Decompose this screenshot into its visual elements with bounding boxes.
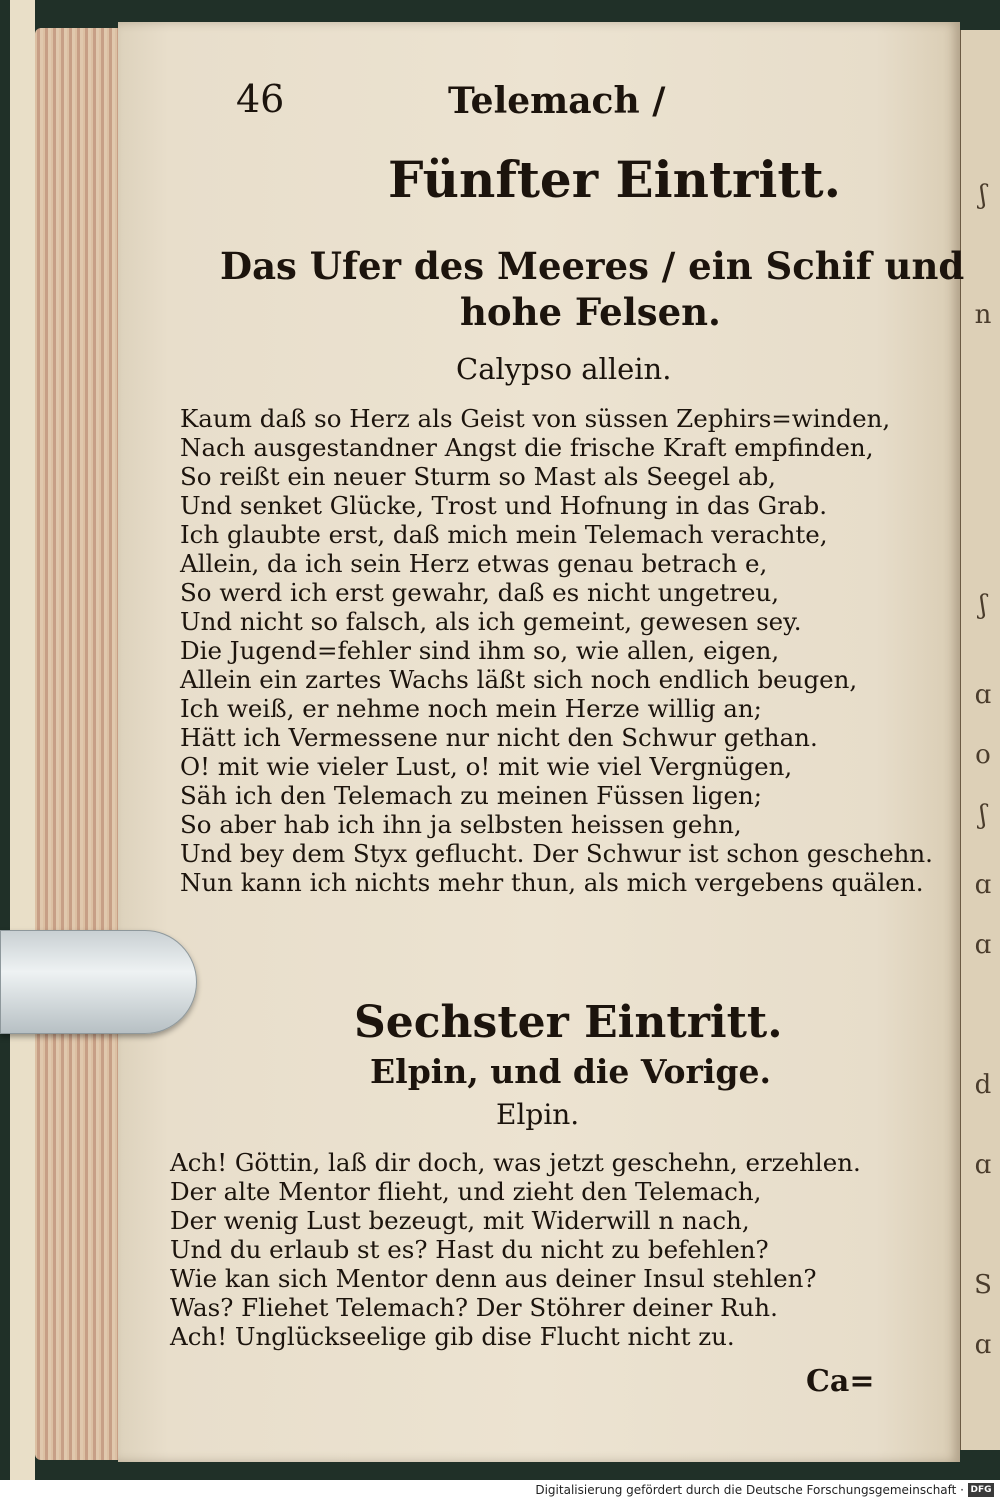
verse-line: Und senket Glücke, Trost und Hofnung in das Grab. — [180, 491, 828, 520]
facing-page-glyph: d — [974, 1070, 992, 1100]
verse-line: Der alte Mentor flieht, und zieht den Telemach, — [170, 1177, 762, 1206]
facing-page-glyph: n — [974, 300, 992, 330]
facing-page-glyph: S — [974, 1270, 992, 1300]
verse-line: Nun kann ich nichts mehr thun, als mich vergebens quälen. — [180, 868, 924, 897]
scene-setting: hohe Felsen. — [460, 290, 721, 334]
verse-line: Und du erlaub st es? Hast du nicht zu befehlen? — [170, 1235, 769, 1264]
facing-page-glyph: ʃ — [979, 180, 987, 210]
footer-bar — [0, 1480, 1000, 1501]
speaker-label: Calypso allein. — [456, 352, 672, 386]
verse-line: So werd ich erst gewahr, daß es nicht ungetreu, — [180, 578, 780, 607]
funding-credit: Digitalisierung gefördert durch die Deutsche Forschungsgemeinschaft · — [535, 1483, 964, 1497]
verse-line: O! mit wie vieler Lust, o! mit wie viel Vergnügen, — [180, 752, 793, 781]
scene-setting: Elpin, und die Vorige. — [370, 1052, 771, 1091]
verse-line: Ich weiß, er nehme noch mein Herze willig an; — [180, 694, 762, 723]
scene-title: Fünfter Eintritt. — [388, 150, 841, 209]
verse-line: So reißt ein neuer Sturm so Mast als Seegel ab, — [180, 462, 776, 491]
verse-line: Säh ich den Telemach zu meinen Füssen ligen; — [180, 781, 762, 810]
verse-line: Die Jugend=fehler sind ihm so, wie allen, eigen, — [180, 636, 780, 665]
book-holder-strap — [0, 930, 197, 1034]
facing-page-glyph: ɑ — [974, 930, 992, 960]
facing-page-glyph: ʃ — [979, 590, 987, 620]
verse-line: Allein, da ich sein Herz etwas genau betrach e, — [180, 549, 768, 578]
scene-title: Sechster Eintritt. — [354, 997, 783, 1048]
scene-setting: Das Ufer des Meeres / ein Schif und — [220, 244, 965, 288]
verse-line: Ach! Göttin, laß dir doch, was jetzt geschehn, erzehlen. — [170, 1148, 861, 1177]
verse-line: Ich glaubte erst, daß mich mein Telemach verachte, — [180, 520, 828, 549]
verse-line: Nach ausgestandner Angst die frische Kraft empfinden, — [180, 433, 874, 462]
verse-line: Hätt ich Vermessene nur nicht den Schwur gethan. — [180, 723, 818, 752]
facing-page-glyph: ɑ — [974, 1330, 992, 1360]
verse-block — [170, 1148, 960, 1351]
verse-line: So aber hab ich ihn ja selbsten heissen gehn, — [180, 810, 742, 839]
verse-line: Der wenig Lust bezeugt, mit Widerwill n nach, — [170, 1206, 750, 1235]
facing-page-glyph: ʃ — [979, 800, 987, 830]
catchword: Ca= — [806, 1364, 875, 1399]
verse-line: Kaum daß so Herz als Geist von süssen Zephirs=winden, — [180, 404, 891, 433]
verse-line: Und nicht so falsch, als ich gemeint, gewesen sey. — [180, 607, 802, 636]
facing-page-glyph: ɑ — [974, 870, 992, 900]
facing-page-glyph: ɑ — [974, 1150, 992, 1180]
verse-line: Ach! Unglückseelige gib dise Flucht nicht zu. — [170, 1322, 735, 1351]
book-page — [118, 22, 965, 1462]
running-head: Telemach / — [448, 80, 666, 122]
verse-line: Und bey dem Styx geflucht. Der Schwur ist schon geschehn. — [180, 839, 933, 868]
verse-line: Allein ein zartes Wachs läßt sich noch endlich beugen, — [180, 665, 858, 694]
verse-block — [180, 404, 960, 897]
verse-line: Was? Fliehet Telemach? Der Stöhrer deiner Ruh. — [170, 1293, 778, 1322]
page-number: 46 — [236, 77, 285, 121]
facing-page-glyph: ɑ — [974, 680, 992, 710]
facing-page-fragment — [958, 30, 1000, 1450]
verse-line: Wie kan sich Mentor denn aus deiner Insul stehlen? — [170, 1264, 817, 1293]
dfg-logo-icon: DFG — [968, 1483, 994, 1497]
facing-page-glyph: o — [975, 740, 991, 770]
book-cover-edge — [10, 0, 35, 1480]
speaker-label: Elpin. — [496, 1098, 580, 1131]
